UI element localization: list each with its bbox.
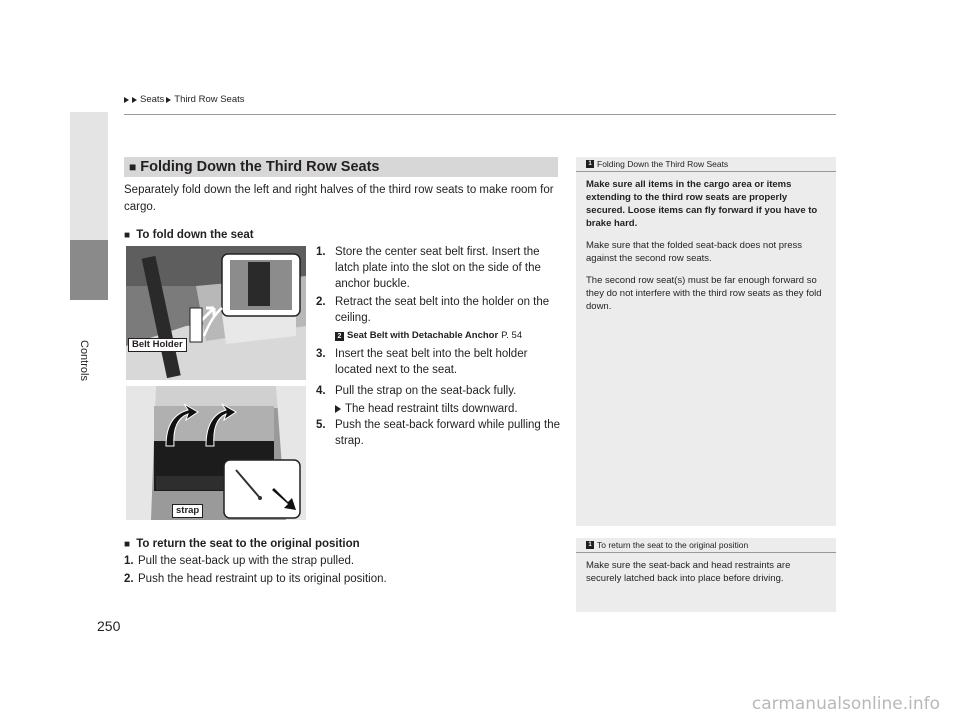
step-text: Push the seat-back forward while pulling the strap.	[335, 419, 561, 447]
result-text: The head restraint tilts downward.	[345, 403, 518, 415]
note-marker-icon: 1	[586, 160, 594, 168]
belt-holder-callout: Belt Holder	[128, 338, 187, 352]
fold-down-steps-1-3	[316, 244, 562, 380]
section-title-bar	[124, 157, 558, 177]
breadcrumb-arrow-icon	[166, 97, 171, 103]
note-title-text: To return the seat to the original position	[597, 540, 749, 550]
breadcrumb-arrow-icon	[132, 97, 137, 103]
note-body	[576, 553, 836, 600]
step-number: 1.	[316, 246, 326, 258]
step-text: Retract the seat belt into the holder on the ceiling.	[335, 296, 550, 324]
step-2	[316, 294, 562, 344]
step-text: Push the head restraint up to its original position.	[138, 573, 387, 585]
step-3	[316, 346, 562, 378]
step-number: 1.	[124, 555, 134, 567]
return-step-1	[124, 553, 564, 569]
return-heading	[124, 538, 360, 550]
step-4	[316, 383, 562, 399]
breadcrumb	[124, 94, 245, 105]
note-body	[576, 172, 836, 328]
step-number: 4.	[316, 385, 326, 397]
side-tab-strip	[70, 112, 108, 240]
step-1	[316, 244, 562, 292]
note-title	[576, 157, 836, 172]
step-number: 3.	[316, 348, 326, 360]
return-steps	[124, 553, 564, 589]
step-text: Pull the seat-back up with the strap pulled.	[138, 555, 355, 567]
step-5	[316, 417, 562, 449]
note-folding-down	[576, 157, 836, 526]
fold-down-steps-4-5	[316, 383, 562, 451]
reference-page: P. 54	[501, 330, 523, 341]
breadcrumb-item-third-row-seats[interactable]: Third Row Seats	[174, 94, 245, 105]
return-heading-text: To return the seat to the original position	[136, 538, 360, 550]
note-paragraph: Make sure all items in the cargo area or items extending to the third row seats are properly secured. Loose items can fly forward if you have to brake hard.	[586, 179, 818, 229]
square-bullet-icon: ■	[129, 160, 137, 174]
note-marker-icon: 1	[586, 541, 594, 549]
belt-holder-image	[126, 246, 306, 380]
note-title-text: Folding Down the Third Row Seats	[597, 159, 729, 169]
square-bullet-icon: ■	[124, 539, 131, 550]
side-label: Controls	[78, 340, 90, 381]
step-4-result	[316, 401, 562, 417]
reference-arrow-icon: 2	[335, 332, 344, 341]
square-bullet-icon: ■	[124, 230, 131, 241]
belt-holder-illustration	[126, 246, 306, 380]
page-number: 250	[97, 618, 121, 634]
strap-illustration	[126, 386, 306, 520]
watermark: carmanualsonline.info	[751, 694, 940, 714]
note-paragraph: Make sure that the folded seat-back does not press against the second row seats.	[586, 240, 802, 264]
note-paragraph: The second row seat(s) must be far enough forward so they do not interfere with the third row seats as they fold down.	[586, 275, 822, 312]
result-arrow-icon	[335, 405, 341, 413]
strap-callout: strap	[172, 504, 203, 518]
step-text: Insert the seat belt into the belt holder located next to the seat.	[335, 348, 528, 376]
breadcrumb-item-seats[interactable]: Seats	[140, 94, 165, 105]
step-number: 5.	[316, 419, 326, 431]
side-tab-marker	[70, 240, 108, 300]
note-return-seat	[576, 538, 836, 612]
step-number: 2.	[316, 296, 326, 308]
section-intro: Separately fold down the left and right halves of the third row seats to make room for cargo.	[124, 184, 554, 213]
breadcrumb-arrow-icon	[124, 97, 129, 103]
step-text: Store the center seat belt first. Insert the latch plate into the slot on the side of the anchor buckle.	[335, 246, 541, 290]
cross-reference-link[interactable]	[335, 328, 562, 344]
note-paragraph: Make sure the seat-back and head restraints are securely latched back into place before driving.	[586, 560, 791, 584]
fold-down-heading-text: To fold down the seat	[136, 229, 254, 241]
note-title	[576, 538, 836, 553]
return-step-2	[124, 571, 564, 587]
step-number: 2.	[124, 573, 134, 585]
header-divider	[124, 114, 836, 115]
strap-image	[126, 386, 306, 520]
step-text: Pull the strap on the seat-back fully.	[335, 385, 517, 397]
reference-title: Seat Belt with Detachable Anchor	[347, 330, 499, 341]
fold-down-heading	[124, 229, 254, 241]
section-title: Folding Down the Third Row Seats	[140, 159, 380, 175]
